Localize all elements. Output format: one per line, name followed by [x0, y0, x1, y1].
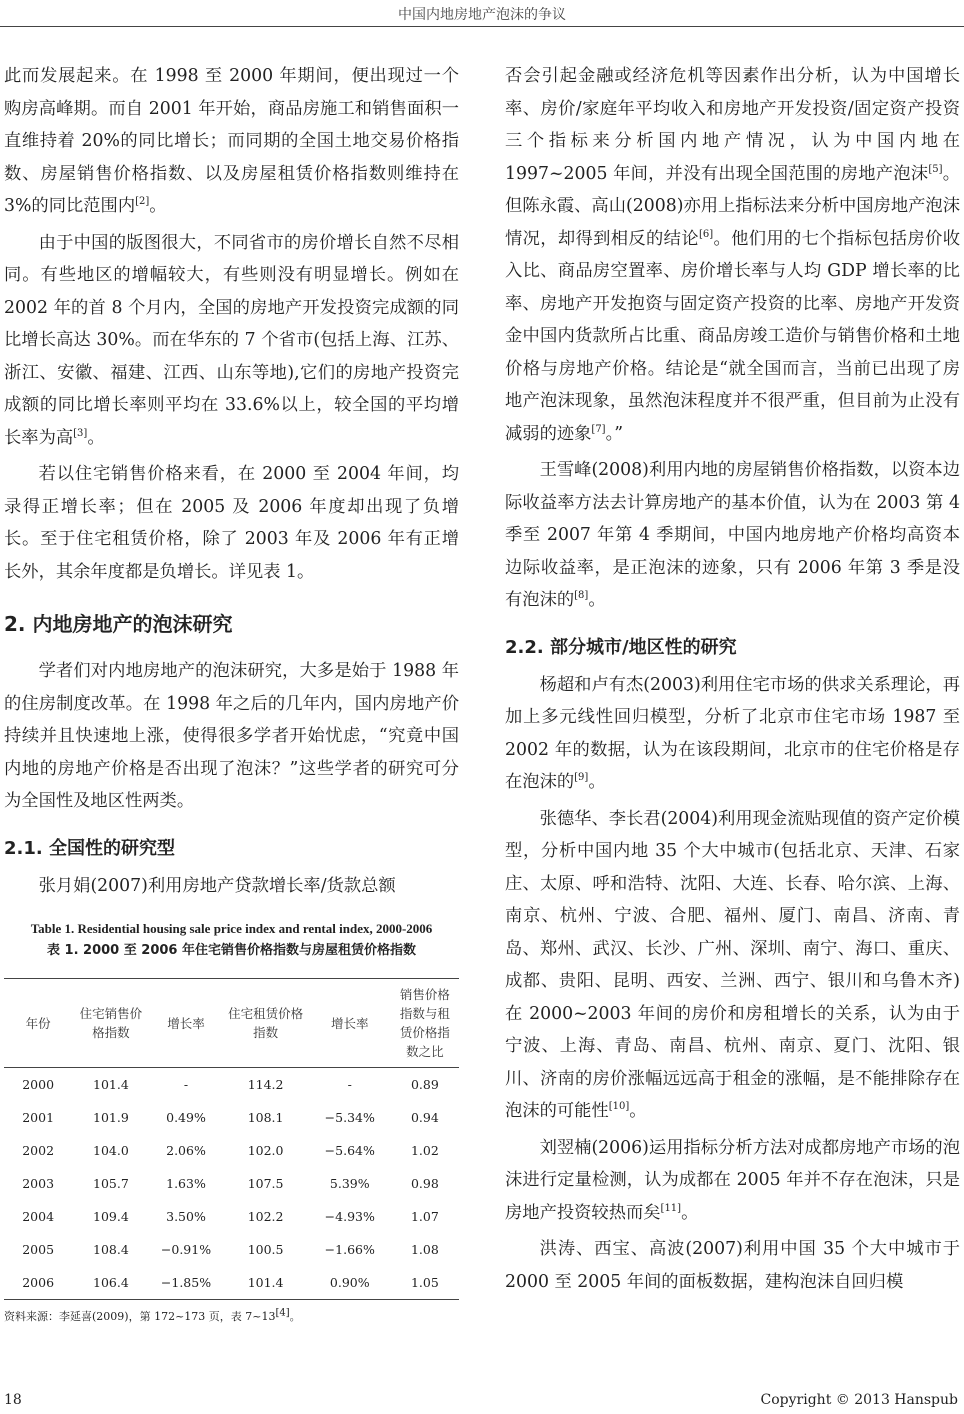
- table-row: [4, 1101, 459, 1134]
- table-cell: 2005: [22, 1242, 55, 1257]
- table-cell: -: [347, 1077, 352, 1092]
- right-para-3: 杨超和卢有杰(2003)利用住宅市场的供求关系理论，再加上多元线性回归模型，分析了北京市住宅市场 1987 至 2002 年的数据，认为在该段期间，北京市的住宅价格是存在泡沫的[9]。: [505, 674, 960, 792]
- table-row: [4, 1068, 459, 1102]
- table-cell: 100.5: [247, 1242, 284, 1257]
- table-cell: -: [183, 1077, 189, 1092]
- table-cell: 108.1: [247, 1110, 284, 1125]
- running-header: 中国内地房地产泡沫的争议: [398, 7, 566, 23]
- left-para-2: 由于中国的版图很大，不同省市的房价增长自然不尽相同。有些地区的增幅较大，有些则没有明显增长。例如在 2002 年的首 8 个月内，全国的房地产开发投资完成额的同比增长高达 30%。而在华东的 7 个省市(包括上海、江苏、浙江、安徽、福建、江西、山东等地),它们的房地产投资完成额的同比增长率则平均在 33.6%以上，较全国的平均增长率为高[3]。: [4, 232, 459, 448]
- table-cell: 1.63%: [166, 1176, 206, 1191]
- table-cell: 0.94: [410, 1110, 439, 1125]
- page-number: 18: [4, 1392, 22, 1408]
- table-cell: −5.64%: [324, 1143, 375, 1158]
- table-cell: 2002: [22, 1143, 55, 1158]
- table-cell: 3.50%: [166, 1209, 206, 1224]
- citation[interactable]: [8]: [574, 590, 589, 602]
- table-header: 年份: [4, 979, 72, 1068]
- table-cell: 109.4: [93, 1209, 129, 1224]
- copyright: Copyright © 2013 Hanspub: [760, 1392, 958, 1408]
- table-header: 住宅销售价格指数: [72, 979, 149, 1068]
- citation[interactable]: [3]: [73, 427, 88, 439]
- citation[interactable]: [4]: [275, 1307, 290, 1319]
- table-cell: −4.93%: [324, 1209, 375, 1224]
- table-row: [4, 1200, 459, 1233]
- citation[interactable]: [10]: [608, 1101, 630, 1113]
- section-heading: 2. 内地房地产的泡沫研究: [4, 612, 233, 636]
- subsection-heading: 2.2. 部分城市/地区性的研究: [505, 636, 737, 658]
- citation[interactable]: [9]: [574, 772, 589, 784]
- table-row: [4, 1233, 459, 1266]
- left-para-4: 学者们对内地房地产的泡沫研究，大多是始于 1988 年的住房制度改革。在 1998 年之后的几年内，国内房地产价持续并且快速地上涨，使得很多学者开始忧虑，“究竟中国内地的房地产价格是否出现了泡沫？”这些学者的研究可分为全国性及地区性两类。: [4, 661, 459, 811]
- price-index-table: [4, 978, 459, 1300]
- table-cell: 2001: [22, 1110, 55, 1125]
- left-para-5: 张月娟(2007)利用房地产贷款增长率/货款总额: [38, 875, 396, 896]
- table-caption-cn: 表 1. 2000 至 2006 年住宅销售价格指数与房屋租赁价格指数: [47, 943, 416, 958]
- table-cell: 102.2: [247, 1209, 284, 1224]
- right-para-2: 王雪峰(2008)利用内地的房屋销售价格指数，以资本边际收益率方法去计算房地产的基本价值，认为在 2003 第 4 季至 2007 年第 4 季期间，中国内地房地产价格均高资本边际收益率，是正泡沫的迹象，只有 2006 年第 3 季是没有泡沫的[8]。: [505, 460, 960, 610]
- table-source: 资料来源：李延喜(2009)，第 172~173 页，表 7~13[4]。: [4, 1307, 301, 1323]
- table-cell: 0.49%: [166, 1110, 206, 1125]
- right-para-5: 刘翌楠(2006)运用指标分析方法对成都房地产市场的泡沫进行定量检测，认为成都在 2005 年并不存在泡沫，只是房地产投资较热而矣[11]。: [505, 1137, 960, 1223]
- table-cell: 2003: [22, 1176, 55, 1191]
- table-cell: 107.5: [247, 1176, 284, 1191]
- left-para-3: 若以住宅销售价格来看，在 2000 至 2004 年间，均录得正增长率；但在 2005 及 2006 年度却出现了负增长。至于住宅租赁价格，除了 2003 年及 2006 年有正增长外，其余年度都是负增长。详见表 1。: [4, 464, 459, 582]
- table-cell: 106.4: [72, 1266, 149, 1300]
- right-para-1: 否会引起金融或经济危机等因素作出分析，认为中国增长率、房价/家庭年平均收入和房地产开发投资/固定资产投资三个指标来分析国内地产情况，认为中国内地在 1997~2005 年间，并没有出现全国范围的房地产泡沫[5]。但陈永霞、高山(2008)亦用上指标法来分析中国房地产泡沫情况，却得到相反的结论[6]。他们用的七个指标包括房价收入比、商品房空置率、房价增长率与人均 GDP 增长率的比率、房地产开发抱资与固定资产投资的比率、房地产开发资金中国内货款所占比重、商品房竣工造价与销售价格和土地价格与房地产价格。结论是“就全国而言，当前已出现了房地产泡沫现象，虽然泡沫程度并不很严重，但目前为止没有减弱的迹象[7]。”: [505, 66, 960, 444]
- table-cell: 101.4: [222, 1266, 308, 1300]
- table-cell: 1.07: [410, 1209, 439, 1224]
- table-cell: 101.9: [93, 1110, 129, 1125]
- citation[interactable]: [6]: [698, 228, 714, 240]
- table-cell: 0.89: [410, 1077, 439, 1092]
- table-header: 增长率: [309, 979, 391, 1068]
- table-row: [4, 1266, 459, 1300]
- table-cell: 108.4: [93, 1242, 129, 1257]
- table-row: [4, 1167, 459, 1200]
- table-cell: 2006: [4, 1266, 72, 1300]
- right-para-4: 张德华、李长君(2004)利用现金流贴现值的资产定价模型，分析中国内地 35 个大中城市(包括北京、天津、石家庄、太原、呼和浩特、沈阳、大连、长春、哈尔滨、上海、南京、杭州、宁波、合肥、福州、厦门、南昌、济南、青岛、郑州、武汉、长沙、广州、深圳、南宁、海口、重庆、成都、贵阳、昆明、西安、兰洲、西宁、银川和乌鲁木齐)在 2000~2003 年间的房价和房租增长的关系，认为由于宁波、上海、青岛、南昌、杭州、南京、夏门、沈阳、银川、济南的房价涨幅远远高于租金的涨幅，是不能排除存在泡沫的可能性[10]。: [505, 808, 960, 1121]
- table-cell: −5.34%: [324, 1110, 375, 1125]
- table-cell: −0.91%: [160, 1242, 212, 1257]
- table-cell: 114.2: [247, 1077, 284, 1092]
- table-cell: −1.85%: [150, 1266, 223, 1300]
- table-cell: 2000: [22, 1077, 55, 1092]
- table-cell: 0.98: [410, 1176, 439, 1191]
- left-para-1: 此而发展起来。在 1998 至 2000 年期间，便出现过一个购房高峰期。而自 2001 年开始，商品房施工和销售面积一直维持着 20%的同比增长；而同期的全国土地交易价格指数、房屋销售价格指数、以及房屋租赁价格指数则维持在 3%的同比范围内[2]。: [4, 66, 459, 216]
- citation[interactable]: [7]: [591, 423, 606, 435]
- subsection-heading: 2.1. 全国性的研究型: [4, 837, 175, 859]
- table-header: 住宅租赁价格指数: [222, 979, 308, 1068]
- citation[interactable]: [2]: [135, 196, 150, 208]
- table-cell: 2004: [22, 1209, 55, 1224]
- table-header: 销售价格指数与租赁价格指数之比: [391, 979, 459, 1068]
- left-column: [4, 60, 459, 1324]
- table-caption-en: Table 1. Residential housing sale price index and rental index, 2000-2006: [30, 921, 433, 936]
- table-cell: 1.05: [391, 1266, 459, 1300]
- table-cell: −1.66%: [324, 1242, 375, 1257]
- table-cell: 2.06%: [166, 1143, 206, 1158]
- right-column: [505, 60, 960, 1302]
- right-para-6: 洪涛、西宝、高波(2007)利用中国 35 个大中城市于 2000 至 2005 年间的面板数据，建构泡沫自回归模: [505, 1239, 960, 1292]
- header-rule: [0, 26, 964, 27]
- table-cell: 101.4: [93, 1077, 129, 1092]
- table-cell: 5.39%: [329, 1176, 370, 1191]
- table-header: 增长率: [150, 979, 223, 1068]
- table-cell: 0.90%: [309, 1266, 391, 1300]
- table-cell: 1.02: [410, 1143, 439, 1158]
- table-cell: 104.0: [93, 1143, 129, 1158]
- table-row: [4, 1134, 459, 1167]
- citation[interactable]: [5]: [928, 163, 943, 175]
- table-cell: 1.08: [410, 1242, 439, 1257]
- table-cell: 105.7: [93, 1176, 129, 1191]
- citation[interactable]: [11]: [660, 1202, 682, 1214]
- table-cell: 102.0: [247, 1143, 284, 1158]
